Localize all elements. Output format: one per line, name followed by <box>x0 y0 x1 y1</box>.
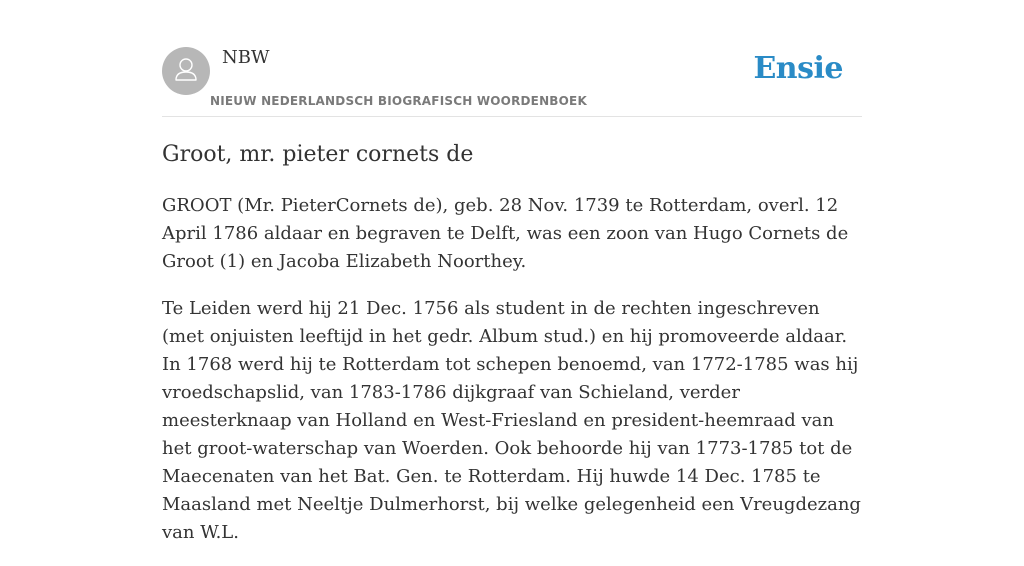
user-icon-graphic <box>162 47 210 95</box>
article-body <box>162 192 862 566</box>
source-name[interactable]: NBW <box>222 47 270 68</box>
article-paragraph: GROOT (Mr. PieterCornets de), geb. 28 Nov. 1739 te Rotterdam, overl. 12 April 1786 aldaar en begraven te Delft, was een zoon van Hugo Cornets de Groot (1) en Jacoba Elizabeth Noorthey. <box>162 195 849 272</box>
source-subtitle: NIEUW NEDERLANDSCH BIOGRAFISCH WOORDENBOEK <box>210 94 587 108</box>
source-header <box>162 47 862 117</box>
article-paragraph: Te Leiden werd hij 21 Dec. 1756 als student in de rechten ingeschreven (met onjuisten leeftijd in het gedr. Album stud.) en hij promoveerde aldaar. In 1768 werd hij te Rotterdam tot schepen benoemd, van 1772-1785 was hij vroedschapslid, van 1783-1786 dijkgraaf van Schieland, verder meesterknaap van Holland en West-Friesland en president-heemraad van het groot-waterschap van Woerden. Ook behoorde hij van 1773-1785 tot de Maecenaten van het Bat. Gen. te Rotterdam. Hij huwde 14 Dec. 1785 te Maasland met Neeltje Dulmerhorst, bij welke gelegenheid een Vreugdezang van W.L. <box>162 298 861 543</box>
user-icon[interactable] <box>162 47 210 95</box>
ensie-logo-link[interactable]: Ensie <box>753 51 843 86</box>
article-title: Groot, mr. pieter cornets de <box>162 142 474 167</box>
